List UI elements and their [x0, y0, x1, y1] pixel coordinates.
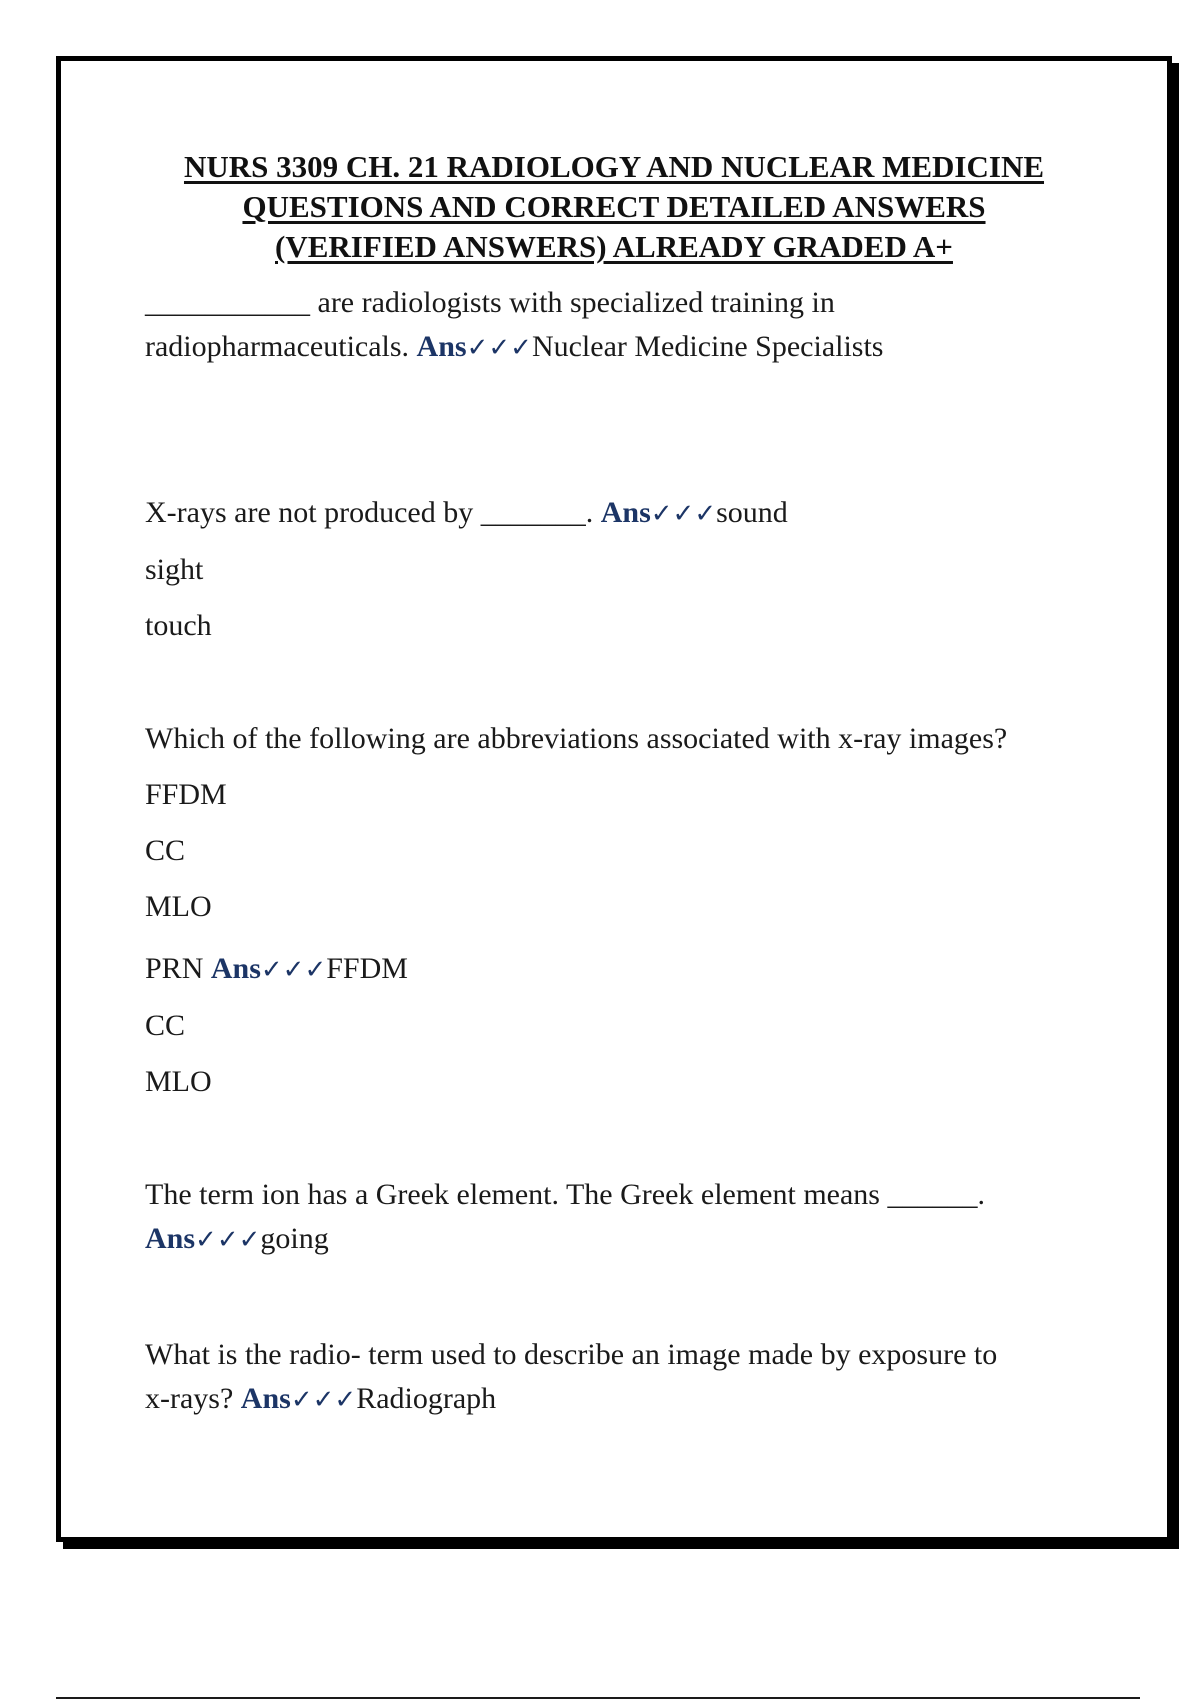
- page-frame: [56, 56, 1172, 1542]
- q5-line-1: What is the radio- term used to describe an image made by exposure to: [145, 1338, 998, 1371]
- q3-option: CC: [145, 834, 186, 867]
- footer-divider: [56, 1697, 1140, 1699]
- q3-answer: FFDM: [326, 952, 408, 985]
- q1-answer: Nuclear Medicine Specialists: [531, 330, 884, 363]
- answer-label: Ans: [600, 496, 651, 529]
- check-mark-icon: ✓✓✓: [650, 499, 717, 529]
- question-5: [145, 1333, 997, 1422]
- q2-answer: sound: [716, 496, 788, 529]
- check-mark-icon: ✓✓✓: [466, 333, 532, 363]
- q5-text: x-rays?: [145, 1382, 241, 1415]
- answer-label: Ans: [416, 330, 467, 363]
- document-title: [61, 147, 1167, 267]
- q2-answer-line: touch: [145, 609, 212, 642]
- q5-answer: Radiograph: [356, 1382, 497, 1415]
- title-line-2: QUESTIONS AND CORRECT DETAILED ANSWERS: [242, 189, 986, 224]
- q5-line-2: [145, 1377, 997, 1422]
- question-3: [145, 717, 1007, 1104]
- q1-line-1: ___________ are radiologists with specialized training in: [145, 286, 835, 319]
- q3-option: FFDM: [145, 778, 227, 811]
- title-line-1: NURS 3309 CH. 21 RADIOLOGY AND NUCLEAR MEDICINE: [183, 149, 1045, 184]
- check-mark-icon: ✓✓✓: [260, 955, 327, 985]
- question-4: [145, 1173, 985, 1262]
- q3-answer-line: [145, 947, 1007, 992]
- q4-answer: going: [260, 1222, 329, 1255]
- q3-answer-line: MLO: [145, 1065, 212, 1098]
- q2-line-1: [145, 491, 788, 536]
- check-mark-icon: ✓✓✓: [290, 1385, 357, 1415]
- q1-line-2: [145, 325, 884, 370]
- q2-text: X-rays are not produced by _______.: [145, 496, 601, 529]
- q3-question: Which of the following are abbreviations associated with x-ray images?: [145, 722, 1008, 755]
- q1-text: radiopharmaceuticals.: [145, 330, 417, 363]
- q3-last-option: PRN: [145, 952, 211, 985]
- question-1: [145, 281, 884, 370]
- q4-line-1: The term ion has a Greek element. The Greek element means ______.: [145, 1178, 985, 1211]
- answer-label: Ans: [210, 952, 261, 985]
- answer-label: Ans: [145, 1222, 196, 1255]
- q4-line-2: [145, 1217, 985, 1262]
- answer-label: Ans: [240, 1382, 291, 1415]
- q3-option: MLO: [145, 890, 212, 923]
- check-mark-icon: ✓✓✓: [195, 1225, 261, 1255]
- q2-answer-line: sight: [145, 553, 204, 586]
- question-2: [145, 491, 788, 648]
- q3-answer-line: CC: [145, 1009, 186, 1042]
- title-line-3: (VERIFIED ANSWERS) ALREADY GRADED A+: [275, 229, 953, 264]
